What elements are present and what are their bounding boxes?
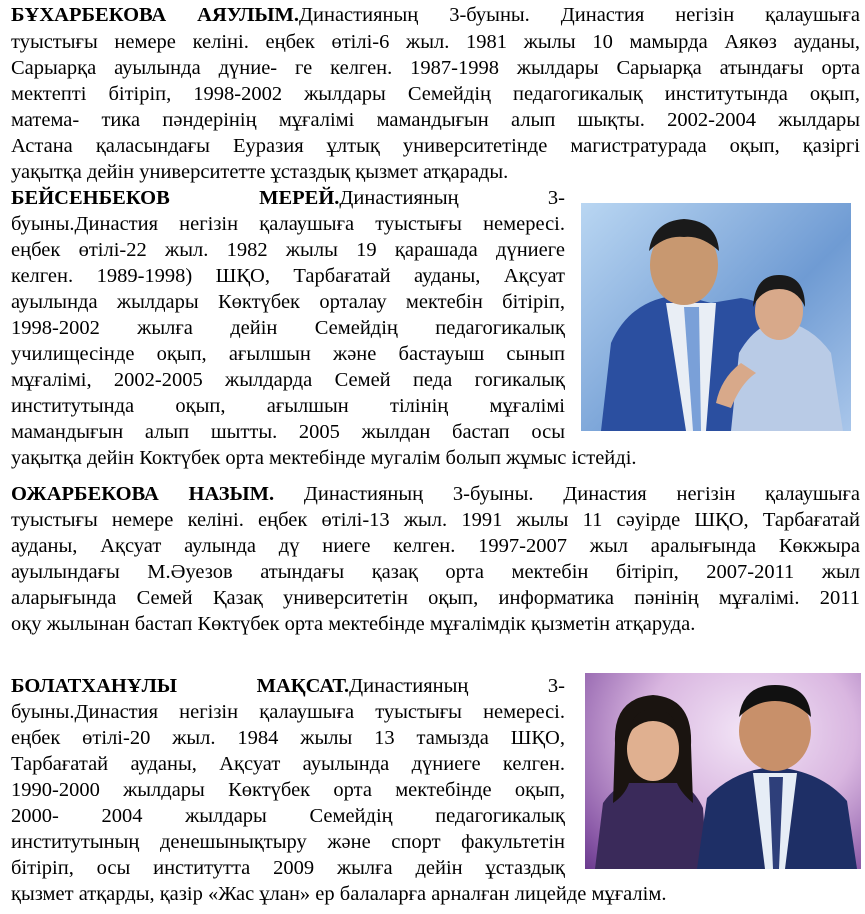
paragraph-line: ауылындағы М.Әуезов атындағы қазақ орта мектебін бітіріп, 2007-2011 жыл (11, 561, 860, 583)
paragraph-line: мұғалімі, 2002-2005 жылдарда Семей педа гогикалық (11, 369, 565, 391)
paragraph-line: Астана қаласындағы Еуразия ұлтық университетінде магистратурада оқып, қазіргі (11, 135, 860, 157)
paragraph-line: буыны.Династия негізін қалаушыға туыстығы немересі. (11, 213, 565, 235)
paragraph-line: келген. 1989-1998) ШҚО, Тарбағатай ауданы, Ақсуат (11, 265, 565, 287)
paragraph-line: туыстығы немере келіні. еңбек өтілі-6 жыл. 1981 жылы 10 мамырда Аякөз ауданы, (11, 31, 860, 53)
line-text: Династияның 3-буыны. Династия негізін қалаушыға (274, 483, 860, 505)
paragraph-line: Сарыарқа ауылында дүние- ге келген. 1987-1998 жылдары Сарыарқа атындағы орта (11, 57, 860, 79)
person-name: ОЖАРБЕКОВА НАЗЫМ. (11, 483, 275, 505)
person-name: БҰХАРБЕКОВА АЯУЛЫМ. (11, 4, 300, 26)
paragraph-line: 2000- 2004 жылдары Семейдің педагогикалық (11, 805, 565, 827)
paragraph-line: 1998-2002 жылға дейін Семейдің педагогикалық (11, 317, 565, 339)
line-text: Династияның 3- (339, 187, 565, 209)
paragraph-line (11, 481, 860, 507)
paragraph-line: мамандығын алып шытты. 2005 жылдан бастап осы (11, 421, 565, 443)
paragraph-line: институтының денешынықтыру және спорт факультетін (11, 831, 565, 853)
line-text: Династияның 3-буыны. Династия негізін қалаушыға (299, 4, 861, 26)
paragraph-line: еңбек өтілі-22 жыл. 1982 жылы 19 қарашада дүниеге (11, 239, 565, 261)
paragraph-line: Тарбағатай ауданы, Ақсуат ауылында дүниеге келген. (11, 753, 565, 775)
couple-photo-icon (585, 673, 861, 869)
line-text: Династияның 3- (349, 675, 565, 697)
paragraph-line: училищесінде оқып, ағылшын және бастауыш сынып (11, 343, 565, 365)
paragraph-line: уақытқа дейін университетте ұстаздық қызмет атқарады. (11, 161, 509, 183)
paragraph-line: буыны.Династия негізін қалаушыға туыстығы немересі. (11, 701, 565, 723)
person-name: БЕЙСЕНБЕКОВ МЕРЕЙ. (11, 187, 340, 209)
paragraph-line: ауданы, Ақсуат аулында дү ниеге келген. 1997-2007 жыл аралығында Көкжыра (11, 535, 860, 557)
paragraph-line: туыстығы немере келіні. еңбек өтілі-13 жыл. 1991 жылы 11 сәуірде ШҚО, Тарбағатай (11, 509, 860, 531)
paragraph-line: уақытқа дейін Коктүбек орта мектебінде мугалім болып жұмыс істейді. (11, 447, 637, 469)
paragraph-line (11, 185, 565, 211)
paragraph-line: мектепті бітіріп, 1998-2002 жылдары Семейдің педагогикалық институтында оқып, (11, 83, 860, 105)
couple-photo-icon (581, 203, 851, 431)
person-name: БОЛАТХАНҰЛЫ МАҚСАТ. (11, 675, 350, 697)
paragraph-line: матема- тика пәндерінің мұғалімі мамандығын алып шықты. 2002-2004 жылдары (11, 109, 860, 131)
paragraph-line (11, 673, 565, 699)
paragraph-line: институтында оқып, ағылшын тілінің мұғалімі (11, 395, 565, 417)
paragraph-line: қызмет атқарды, қазір «Жас ұлан» ер балаларға арналған лицейде мұғалім. (11, 883, 667, 905)
paragraph-line: оқу жылынан бастап Көктүбек орта мектебінде мұғалімдік қызметін атқаруда. (11, 613, 696, 635)
paragraph-line (11, 2, 860, 28)
paragraph-line: еңбек өтілі-20 жыл. 1984 жылы 13 тамызда ШҚО, (11, 727, 565, 749)
paragraph-line: бітіріп, осы институтта 2009 жылға дейін ұстаздық (11, 857, 565, 879)
paragraph-line: 1990-2000 жылдары Көктүбек орта мектебінде оқып, (11, 779, 565, 801)
paragraph-line: ауылында жылдары Көктүбек орталау мектебін бітіріп, (11, 291, 565, 313)
paragraph-line: аларығында Семей Қазақ университетін оқып, информатика пәнінің мұғалімі. 2011 (11, 587, 860, 609)
